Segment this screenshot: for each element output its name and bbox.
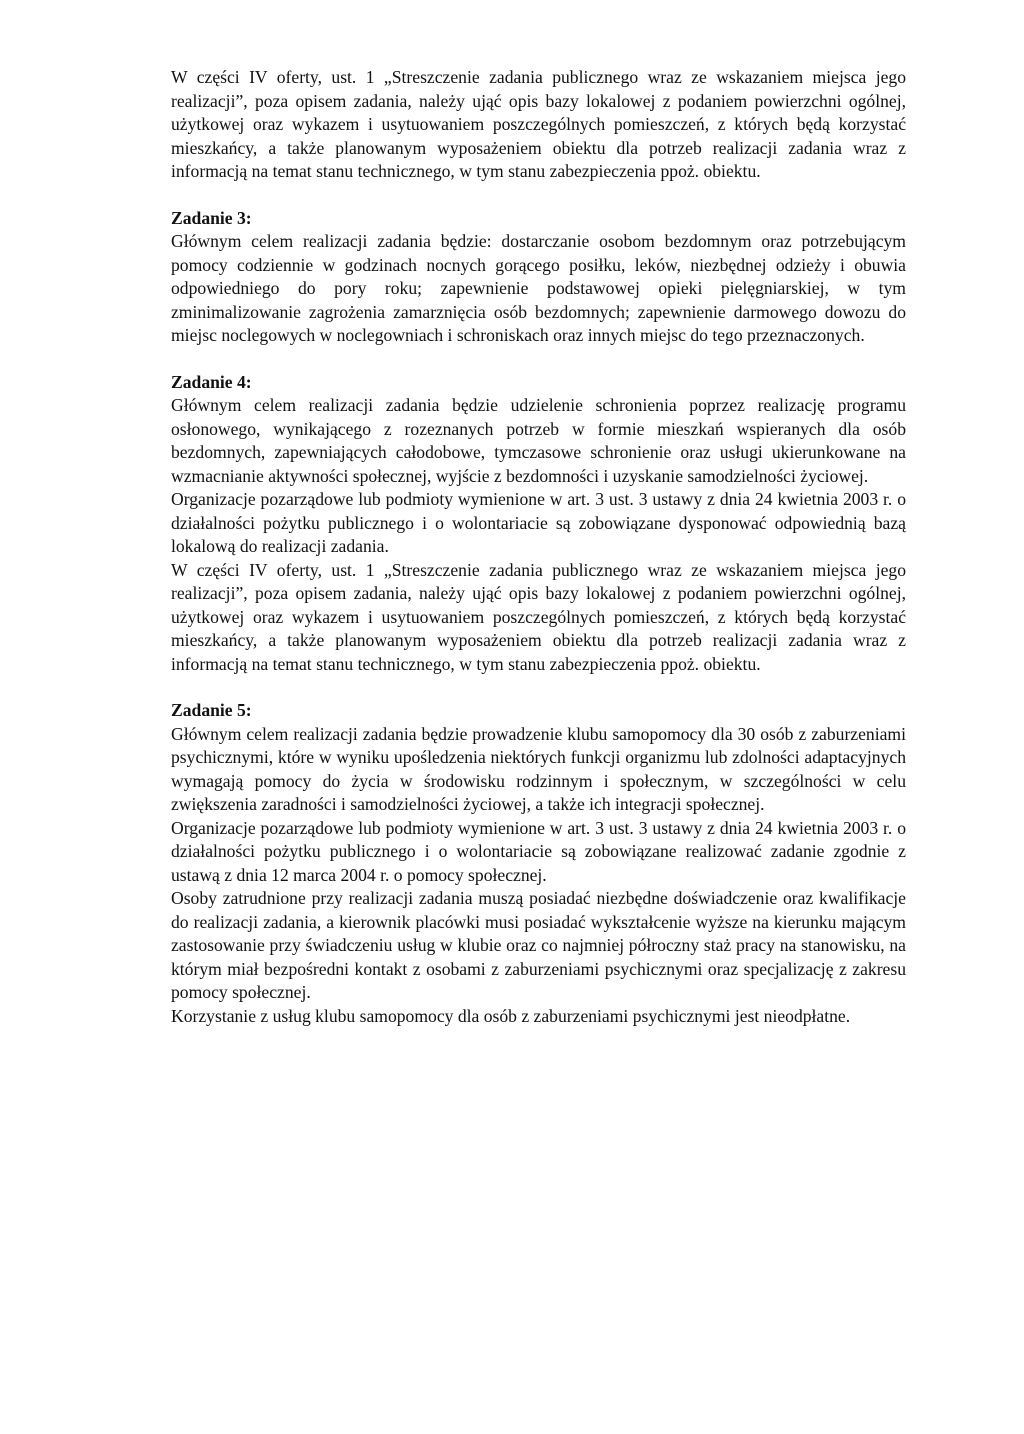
spacer xyxy=(171,184,906,207)
spacer xyxy=(171,676,906,699)
paragraph-zadanie-5-staff: Osoby zatrudnione przy realizacji zadania muszą posiadać niezbędne doświadczenie oraz kwalifikacje do realizacji zadania, a kierownik placówki musi posiadać wykształcenie wyższe na kierunku mającym zastosowanie przy świadczeniu usług w klubie oraz co najmniej półroczny staż pracy na stanowisku, na którym miał bezpośredni kontakt z osobami z zaburzeniami psychicznymi oraz specjalizację z zakresu pomocy społecznej. xyxy=(171,888,906,1002)
paragraph-zadanie-4-organizations: Organizacje pozarządowe lub podmioty wymienione w art. 3 ust. 3 ustawy z dnia 24 kwietnia 2003 r. o działalności pożytku publicznego i o wolontariacie są zobowiązane dysponować odpowiednią bazą lokalową do realizacji zadania. xyxy=(171,489,906,556)
paragraph-zadanie-4-goal: Głównym celem realizacji zadania będzie udzielenie schronienia poprzez realizację programu osłonowego, wynikającego z rozeznanych potrzeb w formie mieszkań wspieranych dla osób bezdomnych, zapewniających całodobowe, tymczasowe schronienie oraz usługi ukierunkowane na wzmacnianie aktywności społecznej, wyjście z bezdomności i uzyskanie samodzielności życiowej. xyxy=(171,395,906,486)
spacer xyxy=(171,348,906,371)
paragraph-zadanie-3-goal: Głównym celem realizacji zadania będzie: dostarczanie osobom bezdomnym oraz potrzebującym pomocy codziennie w godzinach nocnych gorącego posiłku, leków, niezbędnej odzieży i obuwia odpowiedniego do pory roku; zapewnienie podstawowej opieki pielęgniarskiej, w tym zminimalizowanie zagrożenia zamarznięcia osób bezdomnych; zapewnienie darmowego dowozu do miejsc noclegowych w noclegowniach i schroniskach oraz innych miejsc do tego przeznaczonych. xyxy=(171,231,906,345)
heading-zadanie-3: Zadanie 3: xyxy=(171,207,252,228)
heading-zadanie-4: Zadanie 4: xyxy=(171,371,252,392)
paragraph-zadanie-5-organizations: Organizacje pozarządowe lub podmioty wymienione w art. 3 ust. 3 ustawy z dnia 24 kwietnia 2003 r. o działalności pożytku publicznego i o wolontariacie są zobowiązane realizować zadanie zgodnie z ustawą z dnia 12 marca 2004 r. o pomocy społecznej. xyxy=(171,817,906,885)
paragraph-zadanie-4-section-iv-note: W części IV oferty, ust. 1 „Streszczenie zadania publicznego wraz ze wskazaniem miejsca jego realizacji”, poza opisem zadania, należy ująć opis bazy lokalowej z podaniem powierzchni ogólnej, użytkowej oraz wykazem i usytuowaniem poszczególnych pomieszczeń, z których będą korzystać mieszkańcy, a także planowanym wyposażeniem obiektu dla potrzeb realizacji zadania wraz z informacją na temat stanu technicznego, w tym stanu zabezpieczenia ppoż. obiektu. xyxy=(171,559,906,674)
heading-zadanie-5: Zadanie 5: xyxy=(171,700,252,720)
paragraph-zadanie-5-free-of-charge: Korzystanie z usług klubu samopomocy dla osób z zaburzeniami psychicznymi jest nieodpłatne. xyxy=(171,1005,851,1026)
paragraph-section-iv-note: W części IV oferty, ust. 1 „Streszczenie zadania publicznego wraz ze wskazaniem miejsca jego realizacji”, poza opisem zadania, należy ująć opis bazy lokalowej z podaniem powierzchni ogólnej, użytkowej oraz wykazem i usytuowaniem poszczególnych pomieszczeń, z których będą korzystać mieszkańcy, a także planowanym wyposażeniem obiektu dla potrzeb realizacji zadania wraz z informacją na temat stanu technicznego, w tym stanu zabezpieczenia ppoż. obiektu. xyxy=(171,67,906,181)
document-page xyxy=(171,66,906,1028)
paragraph-zadanie-5-goal: Głównym celem realizacji zadania będzie prowadzenie klubu samopomocy dla 30 osób z zaburzeniami psychicznymi, które w wyniku upośledzenia niektórych funkcji organizmu lub zdolności adaptacyjnych wymagają pomocy do życia w środowisku rodzinnym i społecznym, w szczególności w celu zwiększenia zaradności i samodzielności życiowej, a także ich integracji społecznej. xyxy=(171,723,906,814)
